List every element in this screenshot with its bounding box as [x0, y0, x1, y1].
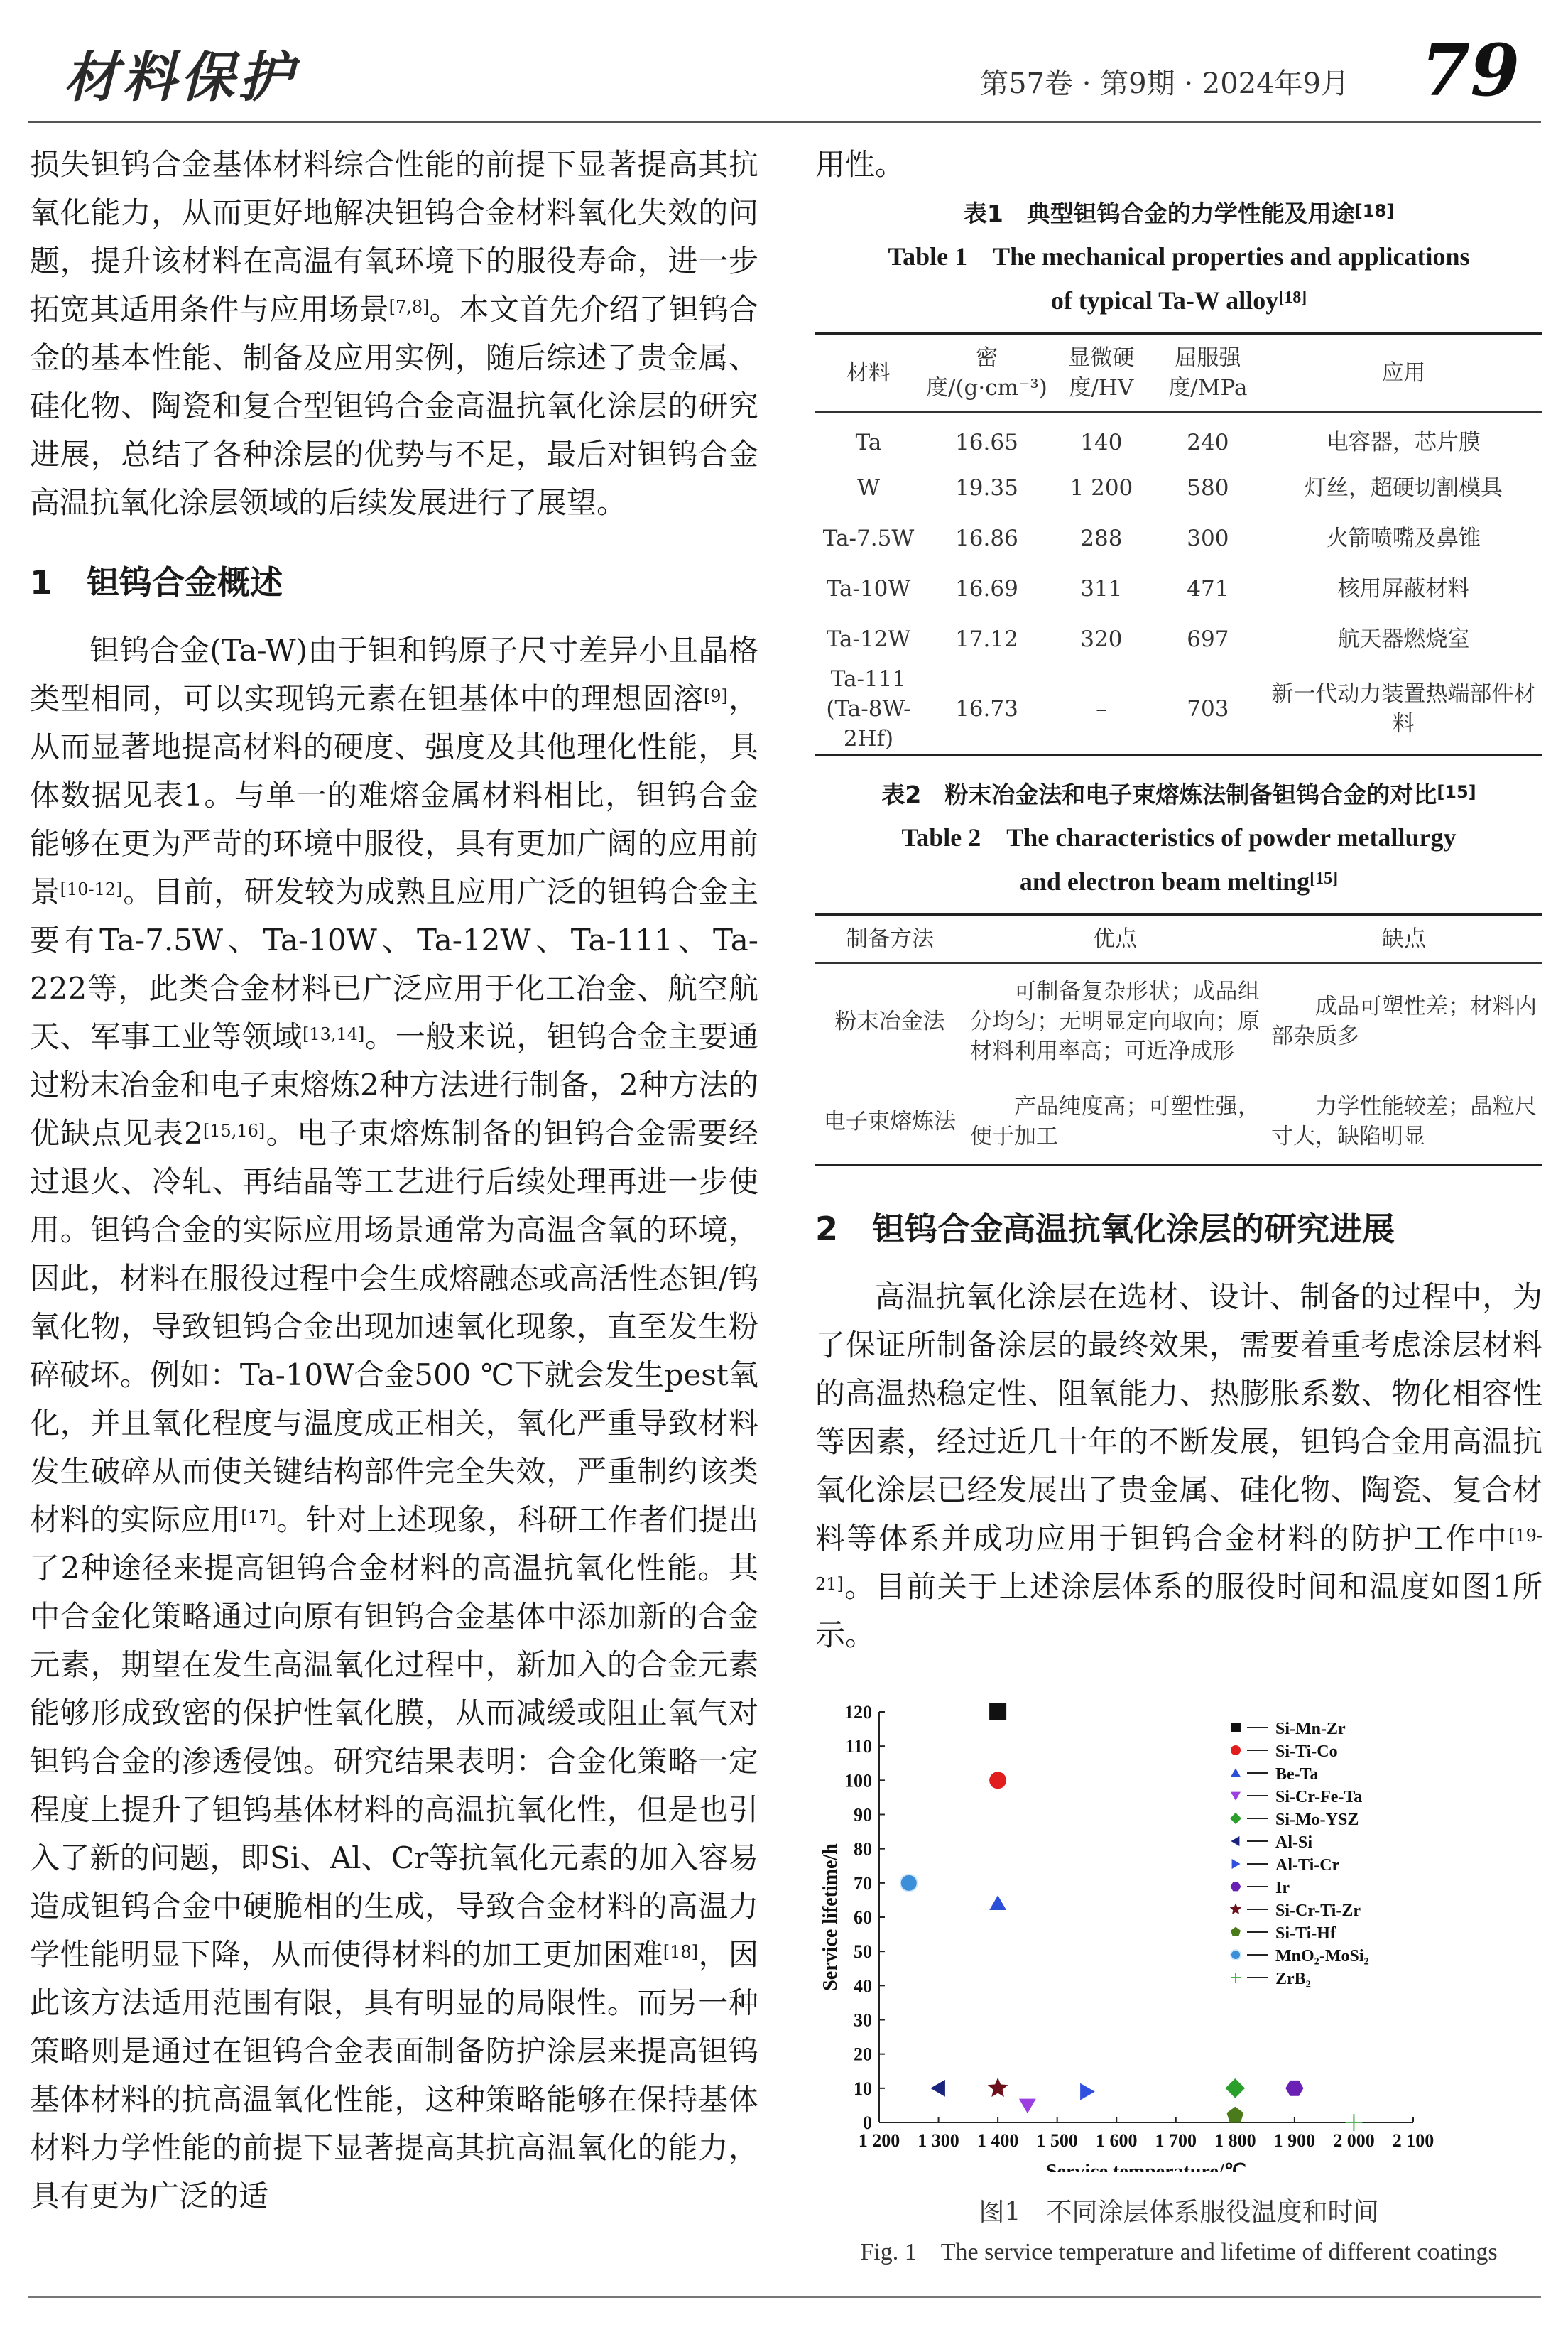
table-cell: 311	[1080, 575, 1123, 602]
text-run: 。电子束熔炼制备的钽钨合金需要经过退火、冷轧、再结晶等工艺进行后续处理再进一步使用。钽钨合金的实际应用场景通常为高温含氧的环境，因此，材料在服役过程中会生成熔融态或高活性态钽/钨氧化物，导致钽钨合金出现加速氧化现象，直至发生粉碎破坏。例如：Ta-10W合金500 ℃下就会发生pest氧化，并且氧化程度与温度成正相关，氧化严重导致材料发生破碎从而使关键结构部件完全失效，严重制约该类材料的实际应用	[30, 1116, 758, 1537]
text-run: 。目前关于上述涂层体系的服役时间和温度如图1所示。	[815, 1569, 1542, 1652]
table-cell: Ta-12W	[826, 626, 911, 652]
column-header: 密度/(g·cm⁻³)	[922, 334, 1052, 413]
table-header-row	[815, 334, 1542, 413]
data-point-si-cr-ti-zr	[988, 2078, 1008, 2097]
table-cell: 新一代动力装置热端部件材料	[1271, 681, 1536, 737]
x-tick-label: 1 600	[1095, 2130, 1138, 2151]
figure-1-caption-en: Fig. 1 The service temperature and lifetime of different coatings	[860, 2239, 1498, 2265]
text-run: 。针对上述现象，科研工作者们提出了2种途径来提高钽钨合金材料的高温抗氧化性能。其中合金化策略通过向原有钽钨合金基体中添加新的合金元素，期望在发生高温氧化过程中，新加入的合金元素能够形成致密的保护性氧化膜，从而减缓或阻止氧气对钽钨合金的渗透侵蚀。研究结果表明：合金化策略一定程度上提升了钽钨基体材料的高温抗氧化性，但是也引入了新的问题，即Si、Al、Cr等抗氧化元素的加入容易造成钽钨合金中硬脆相的生成，导致合金材料的高温力学性能明显下降，从而使得材料的加工更加困难	[30, 1502, 758, 1972]
table-1-caption-en-2	[815, 278, 1542, 322]
caption-text: of typical Ta-W alloy	[1050, 286, 1279, 315]
citation: [13,14]	[302, 1024, 365, 1044]
table-cell: 粉末冶金法	[834, 1009, 945, 1034]
right-column	[815, 141, 1542, 1659]
table-cell: 力学性能较差；晶粒尺寸大，缺陷明显	[1271, 1094, 1537, 1149]
section-heading-2	[815, 1205, 1542, 1253]
intro-text-2: 。本文首先介绍了钽钨合金的基本性能、制备及应用实例，随后综述了贵金属、硅化物、陶瓷和复合型钽钨合金高温抗氧化涂层的研究进展，总结了各种涂层的优势与不足，最后对钽钨合金高温抗氧化涂层领域的后续发展进行了展望。	[30, 292, 758, 520]
table-cell: 航天器燃烧室	[1337, 626, 1470, 652]
legend-label: Be-Ta	[1275, 1765, 1319, 1784]
column-header: 优点	[964, 915, 1265, 964]
citation: [19-21]	[815, 1526, 1542, 1594]
table-row	[815, 614, 1542, 664]
column-header: 应用	[1265, 334, 1542, 413]
table-cell: Ta-10W	[826, 575, 911, 602]
legend-marker	[1231, 1927, 1241, 1936]
legend-marker	[1231, 1768, 1241, 1777]
caption-text: 表1 典型钽钨合金的力学性能及用途	[963, 200, 1355, 227]
citation: [15,16]	[202, 1121, 266, 1141]
table-1	[815, 332, 1542, 756]
x-tick-label: 2 100	[1392, 2130, 1434, 2151]
y-tick-label: 20	[854, 2044, 872, 2065]
table-2-caption-cn	[815, 774, 1542, 815]
column-header: 屈服强度/MPa	[1151, 334, 1265, 413]
legend-marker	[1230, 1813, 1241, 1824]
page-number: 79	[1420, 28, 1520, 112]
header-divider	[28, 121, 1541, 123]
column-header: 材料	[815, 334, 922, 413]
data-point-si-ti-co	[989, 1772, 1006, 1789]
column-header: 缺点	[1265, 915, 1542, 964]
data-point-ir	[1285, 2081, 1303, 2096]
table-cell: 16.73	[955, 696, 1018, 722]
data-point-be-ta	[989, 1895, 1006, 1910]
legend-label: Si-Cr-Ti-Zr	[1275, 1902, 1361, 1920]
left-column	[30, 141, 758, 2220]
footer-divider	[28, 2296, 1541, 2298]
text-run: ，因此该方法适用范围有限，具有明显的局限性。而另一种策略则是通过在钽钨合金表面制备防护涂层来提高钽钨基体材料的抗高温氧化性能，这种策略能够在保持基体材料力学性能的前提下显著提高其抗高温氧化的能力，具有更为广泛的适	[30, 1937, 758, 2213]
table-2-caption-en-2	[815, 859, 1542, 904]
y-axis-label: Service lifetime/h	[820, 1843, 842, 1991]
y-tick-label: 70	[854, 1872, 872, 1894]
section-number: 2	[815, 1210, 839, 1248]
section-title: 钽钨合金概述	[87, 563, 283, 602]
citation: [15]	[1437, 782, 1476, 802]
table-cell: 产品纯度高；可塑性强，便于加工	[970, 1094, 1260, 1149]
x-tick-label: 1 800	[1214, 2130, 1256, 2151]
citation: [10-12]	[60, 879, 123, 899]
table-2-caption-en-1: Table 2 The characteristics of powder metallurgy	[901, 823, 1457, 852]
table-2	[815, 913, 1542, 1166]
figure-1-caption-cn: 图1 不同涂层体系服役温度和时间	[979, 2198, 1379, 2227]
citation: [18]	[1278, 288, 1307, 307]
table-cell: W	[857, 474, 880, 501]
legend-label: Al-Ti-Cr	[1275, 1856, 1340, 1875]
legend-label: Al-Si	[1275, 1833, 1313, 1852]
table-row	[815, 963, 1542, 1079]
citation: [9]	[703, 686, 728, 706]
legend-marker	[1232, 1859, 1241, 1869]
carry-paragraph: 用性。	[815, 147, 905, 182]
y-tick-label: 80	[854, 1838, 872, 1860]
table-row	[815, 462, 1542, 513]
table-cell: Ta	[855, 430, 882, 455]
table-cell: 580	[1187, 474, 1229, 501]
table-cell: 核用屏蔽材料	[1337, 575, 1470, 602]
y-tick-label: 0	[863, 2113, 872, 2133]
data-point-al-si	[930, 2080, 945, 2097]
table-cell: 288	[1080, 525, 1123, 551]
table-cell: 19.35	[955, 474, 1018, 501]
table-cell: 16.69	[955, 575, 1018, 602]
x-tick-label: 1 300	[918, 2130, 959, 2151]
table-row	[815, 412, 1542, 462]
text-run: 。目前，研发较为成熟且应用广泛的钽钨合金主要有Ta-7.5W、Ta-10W、Ta-12W、Ta-111、Ta-222等，此类合金材料已广泛应用于化工冶金、航空航天、军事工业等领域	[30, 874, 758, 1054]
table-cell: 16.86	[955, 525, 1018, 551]
x-axis-label: Service temperature/℃	[1045, 2161, 1247, 2172]
text-run: 钽钨合金(Ta-W)由于钽和钨原子尺寸差异小且晶格类型相同，可以实现钨元素在钽基体中的理想固溶	[30, 633, 758, 716]
legend-label: Ir	[1275, 1879, 1290, 1897]
y-tick-label: 100	[844, 1770, 872, 1791]
caption-text: 表2 粉末冶金法和电子束熔炼法制备钽钨合金的对比	[881, 781, 1437, 808]
column-header: 显微硬度/HV	[1052, 334, 1151, 413]
table-row	[815, 664, 1542, 755]
legend-label: Si-Mn-Zr	[1275, 1720, 1346, 1738]
y-tick-label: 10	[854, 2078, 872, 2099]
table-row	[815, 563, 1542, 614]
table-2-caption	[815, 774, 1542, 904]
y-tick-label: 60	[854, 1907, 872, 1928]
legend-label: Si-Cr-Fe-Ta	[1275, 1788, 1363, 1806]
table-cell: 697	[1187, 626, 1229, 652]
text-run: 。一般来说，钽钨合金主要通过粉末冶金和电子束熔炼2种方法进行制备，2种方法的优缺点见表2	[30, 1019, 758, 1151]
legend-marker	[1231, 1723, 1241, 1732]
table-row	[815, 1079, 1542, 1166]
x-tick-label: 1 700	[1155, 2130, 1197, 2151]
table-1-caption	[815, 193, 1542, 322]
table-cell: 471	[1187, 575, 1229, 602]
y-tick-label: 120	[844, 1703, 872, 1723]
legend-marker	[1231, 1973, 1241, 1983]
table-cell: 703	[1187, 696, 1229, 722]
x-tick-label: 2 000	[1333, 2130, 1375, 2151]
legend-marker	[1231, 1836, 1239, 1846]
table-cell: 电容器，芯片膜	[1326, 430, 1481, 455]
y-tick-label: 30	[854, 2010, 872, 2031]
legend-label: MnO₂-MoSi₂	[1275, 1947, 1369, 1965]
data-point-si-mo-ysz	[1226, 2078, 1246, 2098]
citation: [7,8]	[388, 297, 430, 317]
citation: [18]	[1354, 201, 1395, 221]
body-paragraph	[30, 627, 758, 2220]
table-cell: 140	[1080, 430, 1123, 455]
y-tick-label: 90	[854, 1804, 872, 1826]
data-point-al-ti-cr	[1080, 2083, 1095, 2100]
citation: [17]	[241, 1507, 276, 1527]
journal-logo: 材料保护	[64, 45, 297, 109]
data-point-si-cr-fe-ta	[1019, 2099, 1036, 2114]
table-header-row	[815, 915, 1542, 964]
table-1-caption-en-1: Table 1 The mechanical properties and applications	[888, 242, 1470, 271]
table-1-caption-cn	[815, 193, 1542, 234]
table-cell: 300	[1187, 525, 1229, 551]
x-tick-label: 1 400	[976, 2130, 1019, 2151]
scatter-plot-svg	[817, 1703, 1541, 2172]
legend-label: Si-Mo-YSZ	[1275, 1811, 1359, 1829]
table-cell: 可制备复杂形状；成品组分均匀；无明显定向取向；原材料利用率高；可近净成形	[970, 979, 1260, 1064]
table-cell: 成品可塑性差；材料内部杂质多	[1271, 994, 1537, 1049]
intro-text: 损失钽钨合金基体材料综合性能的前提下显著提高其抗氧化能力，从而更好地解决钽钨合金材料氧化失效的问题，提升该材料在高温有氧环境下的服役寿命，进一步拓宽其适用条件与应用场景	[30, 147, 758, 327]
legend-marker	[1231, 1792, 1241, 1801]
caption-text: and electron beam melting	[1019, 867, 1310, 896]
table-cell: 电子束熔炼法	[824, 1109, 956, 1134]
section-number: 1	[30, 563, 53, 602]
table-cell: 240	[1187, 430, 1229, 455]
y-tick-label: 50	[854, 1941, 872, 1963]
intro-paragraph	[30, 141, 758, 527]
table-cell: 16.65	[955, 430, 1018, 455]
text-run: ，从而显著地提高材料的硬度、强度及其他理化性能，具体数据见表1。与单一的难熔金属材料相比，钽钨合金能够在更为严苛的环境中服役，具有更加广阔的应用前景	[30, 681, 758, 909]
table-row	[815, 513, 1542, 563]
issue-info: 第57卷 · 第9期 · 2024年9月	[980, 67, 1349, 100]
legend-marker	[1230, 1903, 1242, 1914]
data-point-si-mn-zr	[989, 1703, 1006, 1720]
legend-label: Si-Ti-Hf	[1275, 1924, 1336, 1943]
y-tick-label: 40	[854, 1975, 872, 1997]
legend-label: ZrB₂	[1275, 1970, 1311, 1988]
x-tick-label: 1 200	[858, 2130, 900, 2151]
page-header	[28, 28, 1541, 114]
text-run: 高温抗氧化涂层在选材、设计、制备的过程中，为了保证所制备涂层的最终效果，需要着重考虑涂层材料的高温热稳定性、阻氧能力、热膨胀系数、物化相容性等因素，经过近几十年的不断发展，钽钨合金用高温抗氧化涂层已经发展出了贵金属、硅化物、陶瓷、复合材料等体系并成功应用于钽钨合金材料的防护工作中	[815, 1279, 1542, 1556]
data-point-mno2-mosi2	[900, 1875, 918, 1892]
table-cell: 320	[1080, 626, 1123, 652]
data-point-si-ti-hf	[1226, 2107, 1243, 2123]
table-cell: Ta-111 (Ta-8W-2Hf)	[826, 666, 911, 752]
figure-1-chart	[817, 1703, 1541, 2172]
section-heading-1	[30, 558, 758, 607]
data-point-zrb2	[1345, 2114, 1362, 2131]
y-tick-label: 110	[845, 1736, 872, 1757]
legend-marker	[1231, 1950, 1241, 1960]
body-paragraph-2	[815, 1273, 1542, 1659]
citation: [15]	[1310, 869, 1339, 888]
legend-marker	[1231, 1745, 1241, 1755]
x-tick-label: 1 900	[1273, 2130, 1316, 2151]
table-cell: 1 200	[1069, 474, 1133, 501]
section-title: 钽钨合金高温抗氧化涂层的研究进展	[872, 1210, 1395, 1248]
column-header: 制备方法	[815, 915, 964, 964]
citation: [18]	[663, 1942, 699, 1962]
table-cell: 17.12	[955, 626, 1018, 652]
x-tick-label: 1 500	[1036, 2130, 1078, 2151]
legend-marker	[1231, 1882, 1241, 1892]
table-cell: –	[1096, 696, 1107, 722]
table-cell: 灯丝，超硬切割模具	[1304, 474, 1503, 501]
legend-label: Si-Ti-Co	[1275, 1742, 1338, 1761]
table-cell: Ta-7.5W	[822, 525, 915, 551]
table-cell: 火箭喷嘴及鼻锥	[1326, 525, 1481, 551]
